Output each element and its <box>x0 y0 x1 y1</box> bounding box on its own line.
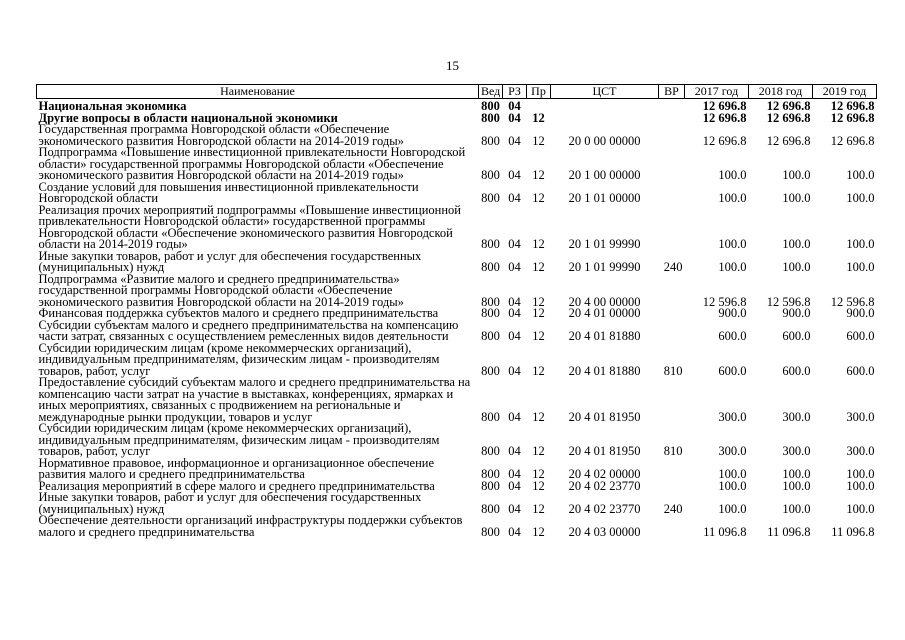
row-amount-2019: 100.0 <box>846 467 875 481</box>
row-cst: 20 1 01 99990 <box>568 260 641 274</box>
row-amount-2018: 100.0 <box>782 237 811 251</box>
row-vr <box>659 458 685 481</box>
row-amount-2019: 300.0 <box>846 444 875 458</box>
row-ved: 800 <box>481 99 500 113</box>
row-rz: 04 <box>508 467 521 481</box>
row-vr: 240 <box>663 501 683 515</box>
budget-table <box>36 84 877 538</box>
row-ved: 800 <box>481 168 500 182</box>
row-pr: 12 <box>532 133 545 147</box>
row-ved: 800 <box>481 191 500 205</box>
row-amount-2019: 100.0 <box>846 168 875 182</box>
row-vr: 810 <box>663 363 683 377</box>
table-row <box>37 274 877 309</box>
row-vr <box>659 377 685 423</box>
table-header-row <box>37 85 877 99</box>
row-rz: 04 <box>508 133 521 147</box>
row-cst: 20 1 01 99990 <box>568 237 641 251</box>
table-row <box>37 515 877 538</box>
row-cst: 20 1 00 00000 <box>568 168 641 182</box>
row-rz: 04 <box>508 99 521 113</box>
row-rz: 04 <box>508 237 521 251</box>
header-ved: Вед <box>479 85 503 99</box>
row-vr <box>659 147 685 182</box>
row-rz: 04 <box>508 260 521 274</box>
row-ved: 800 <box>481 501 500 515</box>
row-cst: 20 4 00 00000 <box>568 294 641 308</box>
row-amount-2017: 11 096.8 <box>703 524 747 538</box>
row-amount-2018: 100.0 <box>782 168 811 182</box>
row-ved: 800 <box>481 480 500 492</box>
row-pr <box>527 99 551 113</box>
row-amount-2017: 12 596.8 <box>702 294 747 308</box>
row-vr <box>659 205 685 251</box>
row-ved: 800 <box>481 444 500 458</box>
row-vr <box>659 515 685 538</box>
row-amount-2018: 100.0 <box>782 260 811 274</box>
header-cst: ЦСТ <box>551 85 659 99</box>
row-vr: 810 <box>663 444 683 458</box>
row-cst: 20 4 01 81950 <box>568 409 641 423</box>
row-vr <box>659 274 685 309</box>
row-rz: 04 <box>508 480 521 492</box>
row-amount-2019: 100.0 <box>846 260 875 274</box>
row-amount-2019: 100.0 <box>846 501 875 515</box>
row-cst: 20 4 02 00000 <box>568 467 641 481</box>
row-rz: 04 <box>508 501 521 515</box>
row-amount-2017: 300.0 <box>718 444 747 458</box>
row-rz: 04 <box>508 294 521 308</box>
row-pr: 12 <box>532 308 545 320</box>
row-amount-2017: 100.0 <box>718 237 747 251</box>
row-amount-2019: 100.0 <box>846 480 875 492</box>
row-amount-2017: 12 696.8 <box>702 99 747 113</box>
row-amount-2018: 100.0 <box>782 501 811 515</box>
row-amount-2019: 12 696.8 <box>830 112 875 124</box>
row-cst: 20 4 02 23770 <box>568 480 641 492</box>
row-name: Государственная программа Новгородской области «Обеспечение экономического развития Новгородской области на 2014-2019 годы» <box>38 122 404 148</box>
row-cst: 20 4 01 81880 <box>568 363 641 377</box>
row-cst <box>551 99 659 113</box>
page-number: 15 <box>446 58 459 73</box>
row-vr <box>659 308 685 320</box>
row-amount-2017: 100.0 <box>718 467 747 481</box>
row-name: Другие вопросы в области национальной экономики <box>38 110 338 125</box>
row-amount-2019: 300.0 <box>846 409 875 423</box>
row-name: Иные закупки товаров, работ и услуг для обеспечения государственных (муниципальных) нужд <box>38 490 422 516</box>
row-vr <box>659 182 685 205</box>
row-cst: 20 4 02 23770 <box>568 501 641 515</box>
row-ved: 800 <box>481 363 500 377</box>
row-vr <box>659 113 685 125</box>
row-amount-2017: 100.0 <box>718 260 747 274</box>
row-amount-2019: 100.0 <box>846 191 875 205</box>
row-pr: 12 <box>532 524 545 538</box>
row-vr <box>659 124 685 147</box>
row-cst: 20 4 03 00000 <box>568 524 641 538</box>
header-2018: 2018 год <box>749 85 813 99</box>
row-amount-2017: 300.0 <box>718 409 747 423</box>
row-amount-2019: 12 696.8 <box>830 133 875 147</box>
row-amount-2018: 300.0 <box>782 444 811 458</box>
row-rz: 04 <box>508 329 521 343</box>
row-ved: 800 <box>481 237 500 251</box>
row-name: Иные закупки товаров, работ и услуг для обеспечения государственных (муниципальных) нужд <box>38 248 422 274</box>
row-cst: 20 4 01 81880 <box>568 329 641 343</box>
row-pr: 12 <box>532 409 545 423</box>
row-name: Субсидии субъектам малого и среднего предпринимательства на компенсацию части затрат, связанных с осуществлением ремесленных видов деятельности <box>38 317 459 343</box>
row-amount-2017: 900.0 <box>718 308 747 320</box>
row-amount-2019: 11 096.8 <box>831 524 875 538</box>
row-cst <box>551 113 659 125</box>
row-rz: 04 <box>508 524 521 538</box>
row-name: Создание условий для повышения инвестиционной привлекательности Новгородской области <box>38 179 419 205</box>
row-amount-2019: 600.0 <box>846 363 875 377</box>
table-row <box>37 377 877 423</box>
header-name: Наименование <box>37 85 479 99</box>
row-vr <box>659 481 685 493</box>
row-amount-2018: 100.0 <box>782 191 811 205</box>
row-amount-2018: 12 596.8 <box>766 294 811 308</box>
row-cst: 20 1 01 00000 <box>568 191 641 205</box>
table-body <box>37 99 877 539</box>
row-pr: 12 <box>532 168 545 182</box>
row-name: Обеспечение деятельности организаций инфраструктуры поддержки субъектов малого и среднего предпринимательства <box>38 513 463 539</box>
row-ved: 800 <box>481 260 500 274</box>
row-name: Предоставление субсидий субъектам малого и среднего предпринимательства на компенсацию части затрат на участие в выставках, конференциях, ярмарках и иных мероприятиях, связанных с продвижением на региональные и международные рынки продукции, товаров и услуг <box>38 375 471 424</box>
row-ved: 800 <box>481 133 500 147</box>
row-pr: 12 <box>532 363 545 377</box>
header-rz: РЗ <box>503 85 527 99</box>
row-amount-2018: 300.0 <box>782 409 811 423</box>
row-ved: 800 <box>481 409 500 423</box>
table-row <box>37 251 877 274</box>
header-vr: ВР <box>659 85 685 99</box>
row-amount-2017: 100.0 <box>718 191 747 205</box>
table-row <box>37 182 877 205</box>
row-vr <box>659 99 685 113</box>
row-rz: 04 <box>508 191 521 205</box>
row-amount-2019: 12 696.8 <box>830 99 875 113</box>
row-ved: 800 <box>481 524 500 538</box>
header-2019: 2019 год <box>813 85 877 99</box>
row-name: Национальная экономика <box>38 99 187 113</box>
row-amount-2018: 100.0 <box>782 480 811 492</box>
row-amount-2017: 100.0 <box>718 168 747 182</box>
row-amount-2018: 12 696.8 <box>766 99 811 113</box>
row-amount-2017: 12 696.8 <box>702 112 747 124</box>
row-ved: 800 <box>481 112 500 124</box>
row-name: Нормативное правовое, информационное и организационное обеспечение развития малого и среднего предпринимательства <box>38 455 435 481</box>
table-row <box>37 423 877 458</box>
row-pr: 12 <box>532 191 545 205</box>
row-amount-2019: 100.0 <box>846 237 875 251</box>
row-rz: 04 <box>508 112 521 124</box>
row-amount-2018: 100.0 <box>782 467 811 481</box>
row-name: Субсидии юридическим лицам (кроме некоммерческих организаций), индивидуальным предпринимателям, физическим лицам - производителям товаров, работ, услуг <box>38 340 440 378</box>
row-amount-2017: 12 696.8 <box>702 133 747 147</box>
row-name: Субсидии юридическим лицам (кроме некоммерческих организаций), индивидуальным предпринимателям, физическим лицам - производителям товаров, работ, услуг <box>38 421 440 458</box>
row-name: Подпрограмма «Развитие малого и среднего предпринимательства» государственной программы Новгородской области «Обеспечение экономического развития Новгородской области на 2014-2019 годы» <box>38 271 404 309</box>
table-row <box>37 458 877 481</box>
row-pr: 12 <box>532 112 545 124</box>
row-pr: 12 <box>532 237 545 251</box>
row-amount-2019: 600.0 <box>846 329 875 343</box>
row-name: Реализация прочих мероприятий подпрограммы «Повышение инвестиционной привлекательности Новгородской области» государственной программы Новгородской области «Обеспечение экономического развития Новгородской области на 2014-2019 годы» <box>38 202 461 251</box>
row-rz: 04 <box>508 409 521 423</box>
row-vr <box>659 320 685 343</box>
row-rz: 04 <box>508 444 521 458</box>
header-pr: Пр <box>527 85 551 99</box>
table-row <box>37 124 877 147</box>
row-pr: 12 <box>532 480 545 492</box>
row-amount-2017: 600.0 <box>718 329 747 343</box>
header-2017: 2017 год <box>685 85 749 99</box>
row-ved: 800 <box>481 308 500 320</box>
row-ved: 800 <box>481 294 500 308</box>
row-pr: 12 <box>532 444 545 458</box>
row-amount-2018: 11 096.8 <box>767 524 811 538</box>
table-row <box>37 205 877 251</box>
table-row <box>37 343 877 378</box>
row-amount-2018: 12 696.8 <box>766 133 811 147</box>
row-amount-2018: 600.0 <box>782 363 811 377</box>
row-cst: 20 4 01 81950 <box>568 444 641 458</box>
row-amount-2018: 900.0 <box>782 308 811 320</box>
row-name: Финансовая поддержка субъектов малого и среднего предпринимательства <box>38 306 439 320</box>
row-name: Реализация мероприятий в сфере малого и среднего предпринимательства <box>38 478 435 493</box>
row-vr: 240 <box>663 260 683 274</box>
table-row <box>37 147 877 182</box>
row-pr: 12 <box>532 294 545 308</box>
row-amount-2017: 100.0 <box>718 501 747 515</box>
row-ved: 800 <box>481 329 500 343</box>
row-rz: 04 <box>508 363 521 377</box>
row-amount-2019: 12 596.8 <box>830 294 875 308</box>
row-cst: 20 4 01 00000 <box>568 308 641 320</box>
row-pr: 12 <box>532 260 545 274</box>
table-row <box>37 320 877 343</box>
row-pr: 12 <box>532 329 545 343</box>
row-pr: 12 <box>532 467 545 481</box>
row-amount-2018: 12 696.8 <box>766 112 811 124</box>
row-ved: 800 <box>481 467 500 481</box>
table-row <box>37 492 877 515</box>
row-amount-2017: 100.0 <box>718 480 747 492</box>
row-amount-2017: 600.0 <box>718 363 747 377</box>
row-amount-2019: 900.0 <box>846 308 875 320</box>
row-pr: 12 <box>532 501 545 515</box>
row-cst: 20 0 00 00000 <box>568 133 641 147</box>
row-name: Подпрограмма «Повышение инвестиционной привлекательности Новгородской области» государственной программы Новгородской области «Обеспечение экономического развития Новгородской области на 2014-2019 годы» <box>38 145 466 182</box>
row-rz: 04 <box>508 168 521 182</box>
row-amount-2018: 600.0 <box>782 329 811 343</box>
row-rz: 04 <box>508 308 521 320</box>
